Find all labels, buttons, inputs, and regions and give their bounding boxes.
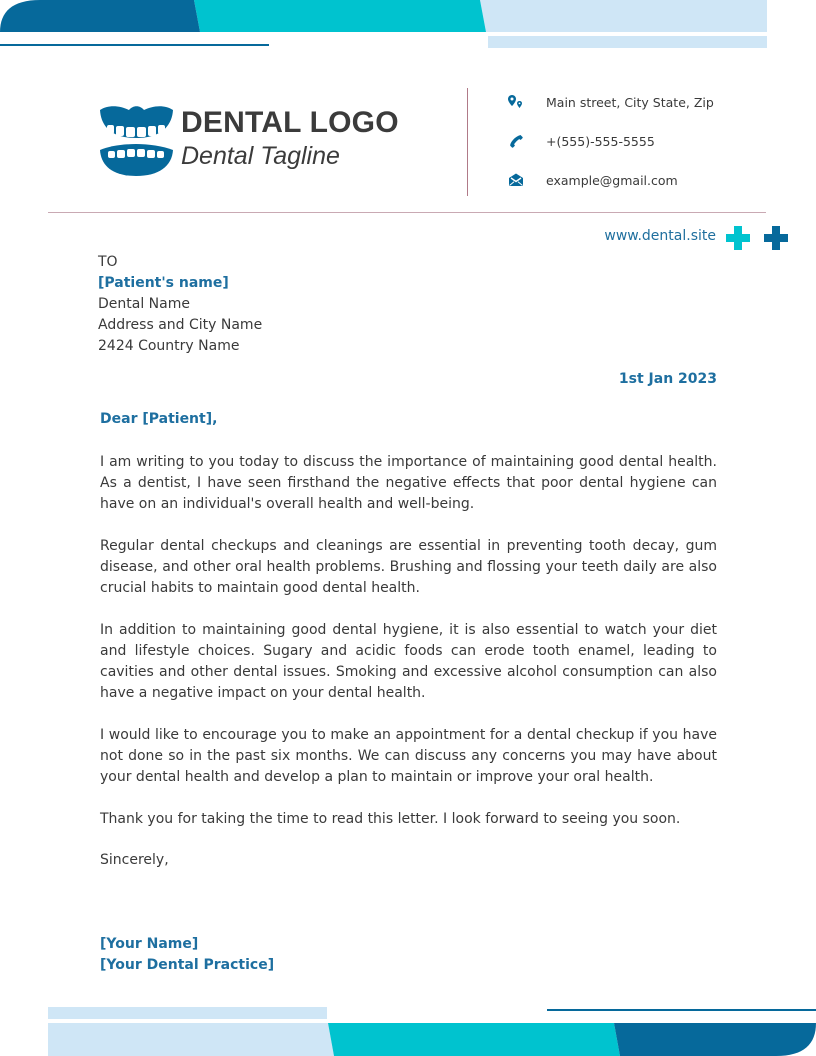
footer-line-dark [547, 1009, 816, 1011]
recipient-country: 2424 Country Name [98, 338, 240, 354]
header-line-light [488, 36, 767, 48]
contact-phone-text: +(555)-555-5555 [546, 133, 655, 149]
body-paragraph-5: Thank you for taking the time to read this letter. I look forward to seeing you soon. [100, 811, 681, 827]
body-paragraph-2: Regular dental checkups and cleanings are essential in preventing tooth decay, gum disease, and other oral health problems. Brushing and flossing your teeth daily are also crucial habits to maintain good dental health. [100, 538, 717, 596]
patient-name: [Patient's name] [98, 275, 229, 291]
body-paragraph-4: I would like to encourage you to make an appointment for a dental checkup if you have not done so in the past six months. We can discuss any concerns you may have about your dental health and develop a plan to maintain or improve your oral health. [100, 727, 717, 785]
body-paragraph-3: In addition to maintaining good dental hygiene, it is also essential to watch your diet and lifestyle choices. Sugary and acidic foods can erode tooth enamel, leading to cavities and other dental issues. Smoking and excessive alcohol consumption can also have a negative impact on your dental health. [100, 622, 717, 701]
footer-band [48, 1007, 816, 1056]
header-band [0, 0, 767, 48]
footer-band-light [48, 1023, 334, 1056]
letter-closing: Sincerely, [100, 852, 169, 868]
header-band-light [480, 0, 767, 32]
footer-band-teal [328, 1023, 620, 1056]
contact-email-text: example@gmail.com [546, 172, 678, 188]
logo-title: DENTAL LOGO [181, 106, 399, 139]
to-label: TO [98, 254, 118, 270]
logo-tagline: Dental Tagline [181, 142, 340, 170]
header-horizontal-divider [48, 212, 766, 213]
contact-address [506, 91, 714, 113]
header-band-dark [0, 0, 200, 32]
phone-icon [506, 131, 526, 151]
header-band-teal [194, 0, 486, 32]
sender-practice: [Your Dental Practice] [100, 957, 275, 973]
location-pin-icon [506, 92, 526, 112]
contact-email [506, 169, 678, 191]
header-line-dark [0, 44, 269, 46]
website-link[interactable]: www.dental.site [604, 228, 716, 244]
recipient-dental-name: Dental Name [98, 296, 190, 312]
recipient-address: Address and City Name [98, 317, 263, 333]
plus-teal-icon [726, 226, 750, 250]
contact-phone [506, 130, 655, 152]
footer-line-light [48, 1007, 327, 1019]
contact-address-text: Main street, City State, Zip [546, 94, 714, 110]
letter-greeting: Dear [Patient], [100, 411, 218, 427]
mail-icon [506, 170, 526, 190]
letter-date: 1st Jan 2023 [618, 371, 717, 387]
footer-band-dark [614, 1023, 816, 1056]
plus-icons [726, 226, 788, 250]
header-vertical-divider [467, 88, 468, 196]
sender-name: [Your Name] [100, 936, 199, 952]
body-paragraph-1: I am writing to you today to discuss the importance of maintaining good dental health. As a dentist, I have seen firsthand the negative effects that poor dental hygiene can have on an individual's overall health and well-being. [100, 454, 717, 512]
dentures-logo-icon [99, 104, 174, 176]
plus-blue-icon [764, 226, 788, 250]
